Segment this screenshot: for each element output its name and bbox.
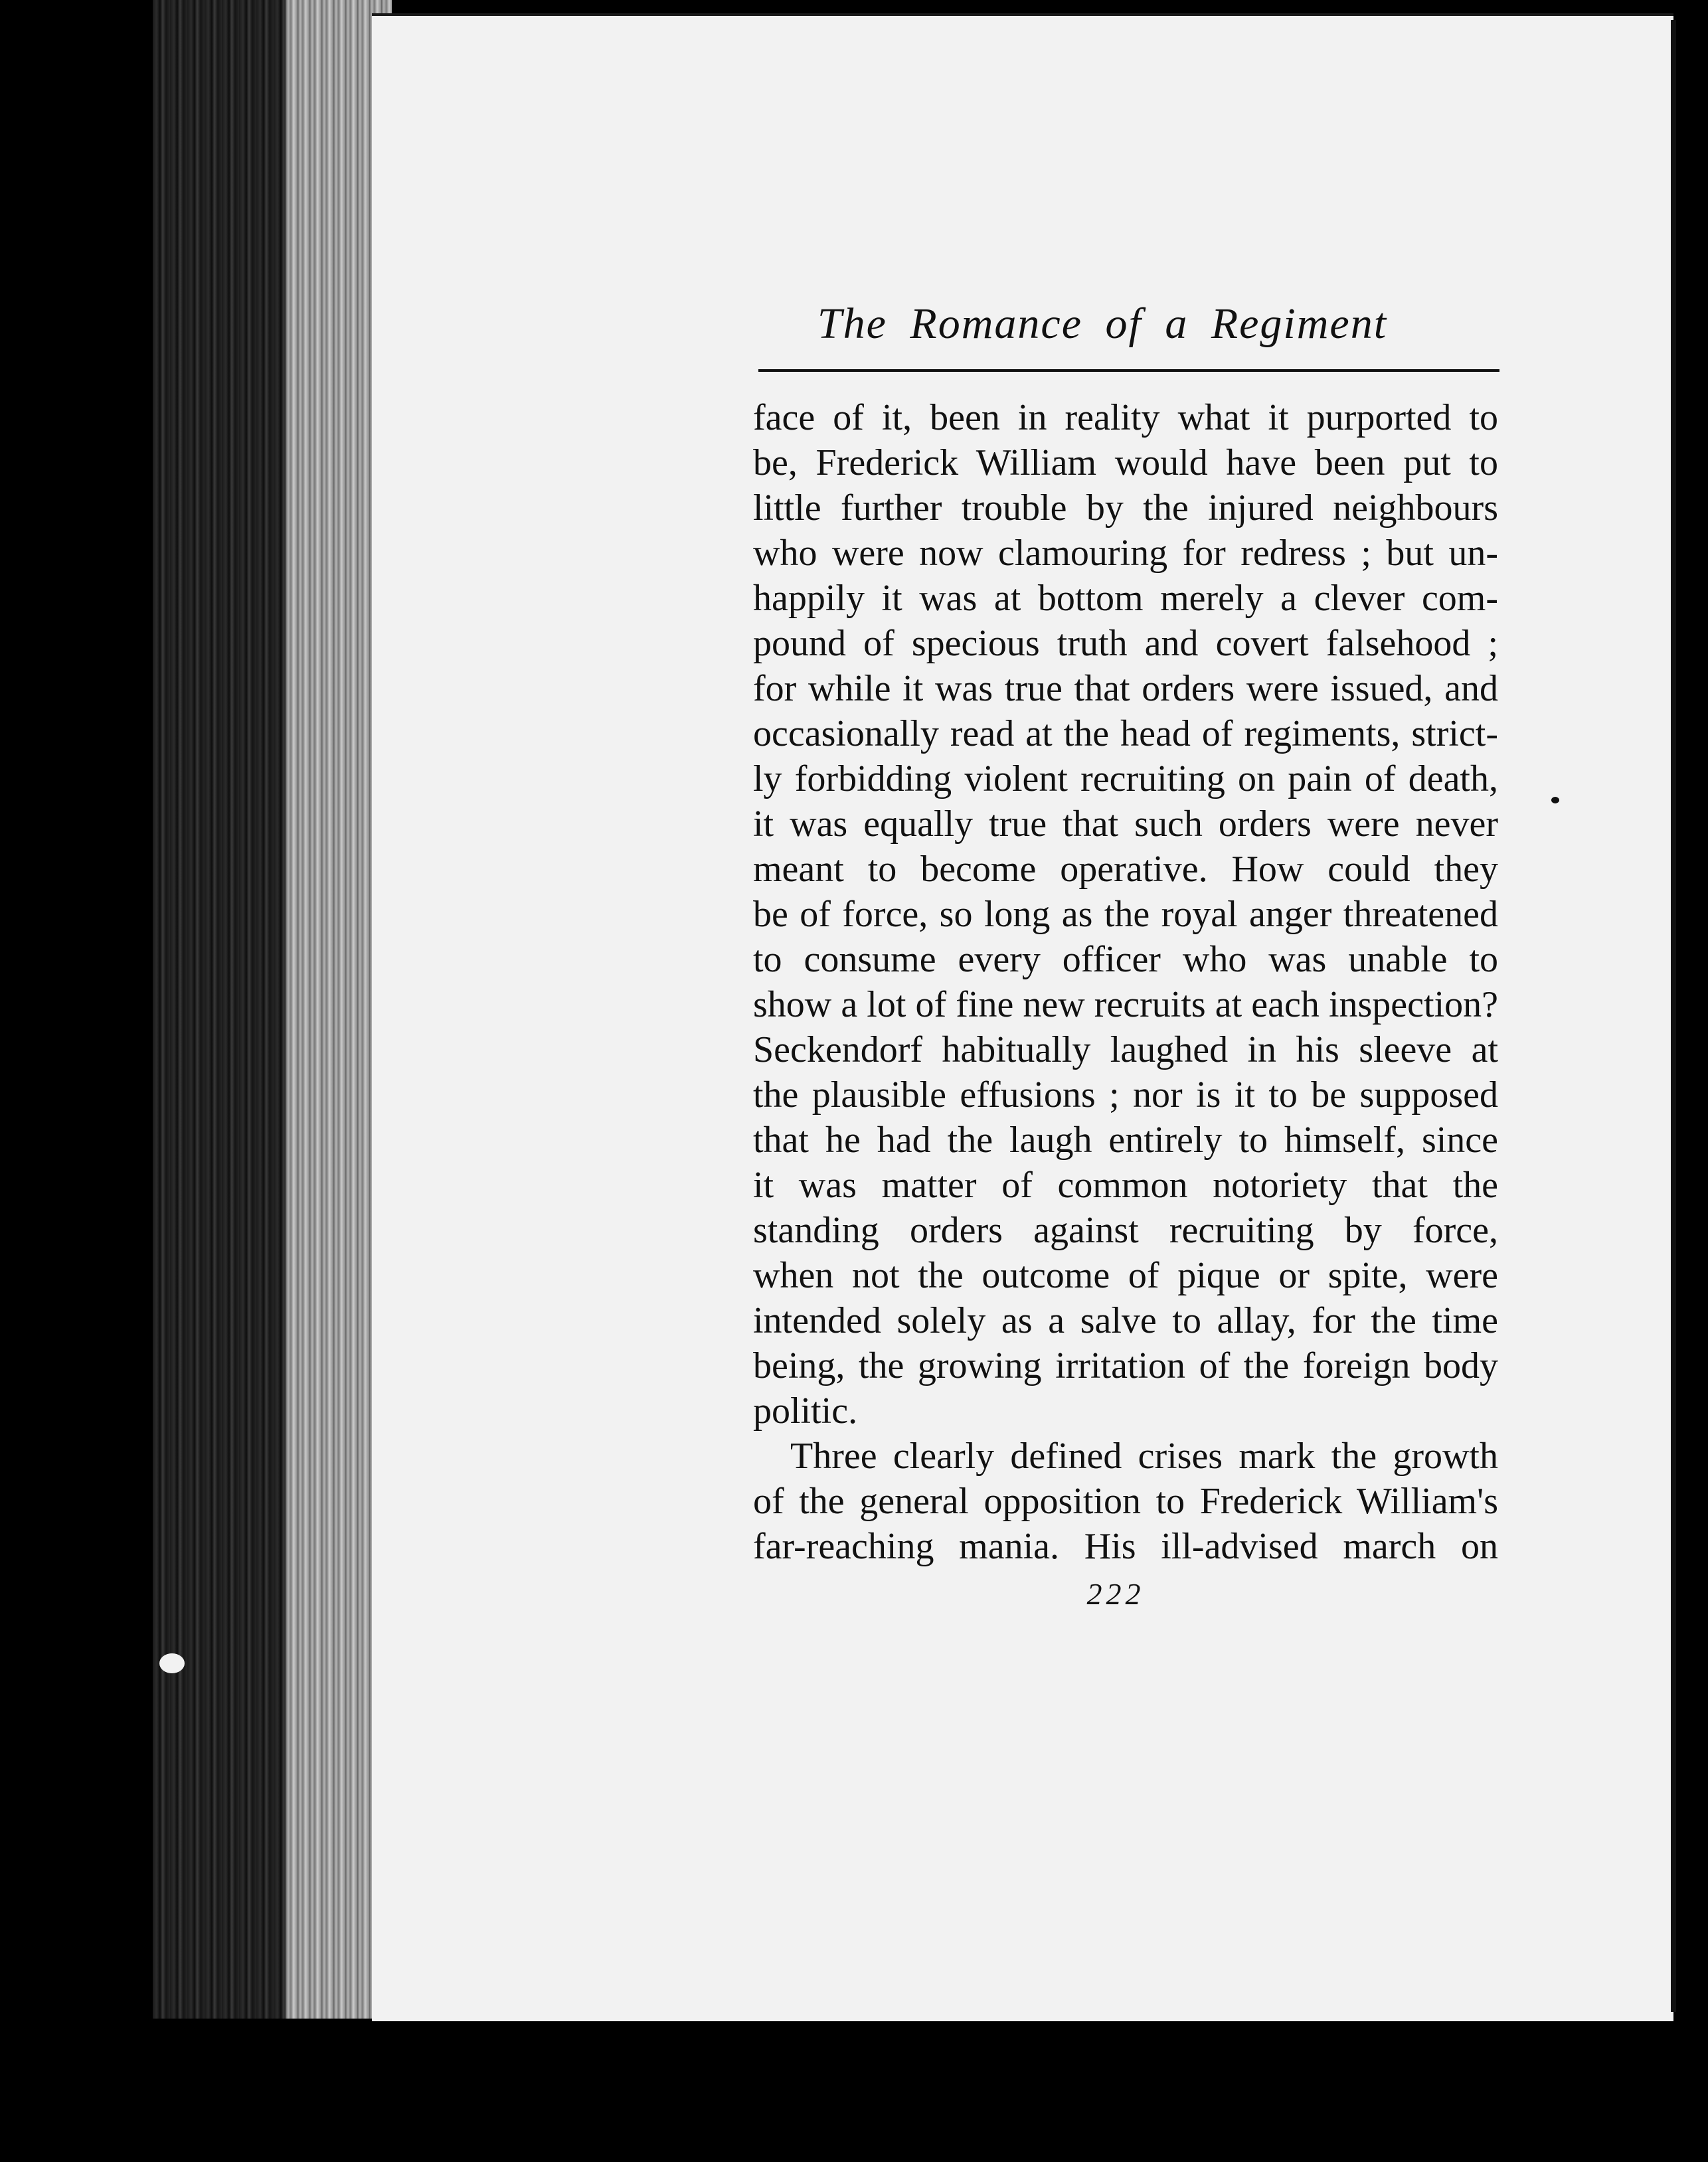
text-line: show a lot of fine new recruits at each inspection?: [753, 984, 1498, 1025]
text-line: it was equally true that such orders were never: [753, 803, 1498, 845]
text-line: be of force, so long as the royal anger threatened: [753, 894, 1498, 935]
text-line: face of it, been in reality what it purported to: [753, 397, 1498, 438]
page-number: 222: [1086, 1577, 1145, 1611]
page-right-border: [1671, 20, 1676, 2012]
text-line: who were now clamouring for redress ; but un-: [753, 533, 1498, 574]
text-line: ly forbidding violent recruiting on pain of death,: [753, 758, 1498, 799]
text-line: when not the outcome of pique or spite, were: [753, 1255, 1498, 1296]
text-line: Seckendorf habitually laughed in his sleeve at: [753, 1029, 1498, 1070]
text-line: it was matter of common notoriety that the: [753, 1165, 1498, 1206]
text-line: pound of specious truth and covert falsehood ;: [753, 623, 1498, 664]
text-line: of the general opposition to Frederick William's: [753, 1481, 1498, 1522]
text-line: politic.: [753, 1390, 858, 1432]
text-line: standing orders against recruiting by force,: [753, 1210, 1498, 1251]
text-line: little further trouble by the injured neighbours: [753, 487, 1498, 529]
text-line: that he had the laugh entirely to himself, since: [753, 1120, 1498, 1161]
scan-blot: [159, 1653, 185, 1673]
text-line: for while it was true that orders were issued, and: [753, 668, 1498, 709]
running-head: The Romance of a Regiment: [817, 299, 1388, 348]
text-line: far-reaching mania. His ill-advised march on: [753, 1526, 1498, 1567]
text-line: being, the growing irritation of the foreign body: [753, 1345, 1498, 1386]
body-text: [753, 395, 1498, 1569]
text-line: the plausible effusions ; nor is it to be supposed: [753, 1074, 1498, 1116]
text-line: to consume every officer who was unable to: [753, 939, 1498, 980]
running-head-rule: [758, 369, 1499, 372]
text-line: be, Frederick William would have been put to: [753, 442, 1498, 483]
text-line: Three clearly defined crises mark the growth: [790, 1436, 1498, 1477]
book-page-edges: [153, 0, 392, 2019]
scan-speck: [1551, 797, 1559, 803]
text-line: meant to become operative. How could they: [753, 849, 1498, 890]
text-line: happily it was at bottom merely a clever com-: [753, 578, 1498, 619]
text-line: intended solely as a salve to allay, for the time: [753, 1300, 1498, 1341]
text-line: occasionally read at the head of regiments, strict-: [753, 713, 1498, 754]
